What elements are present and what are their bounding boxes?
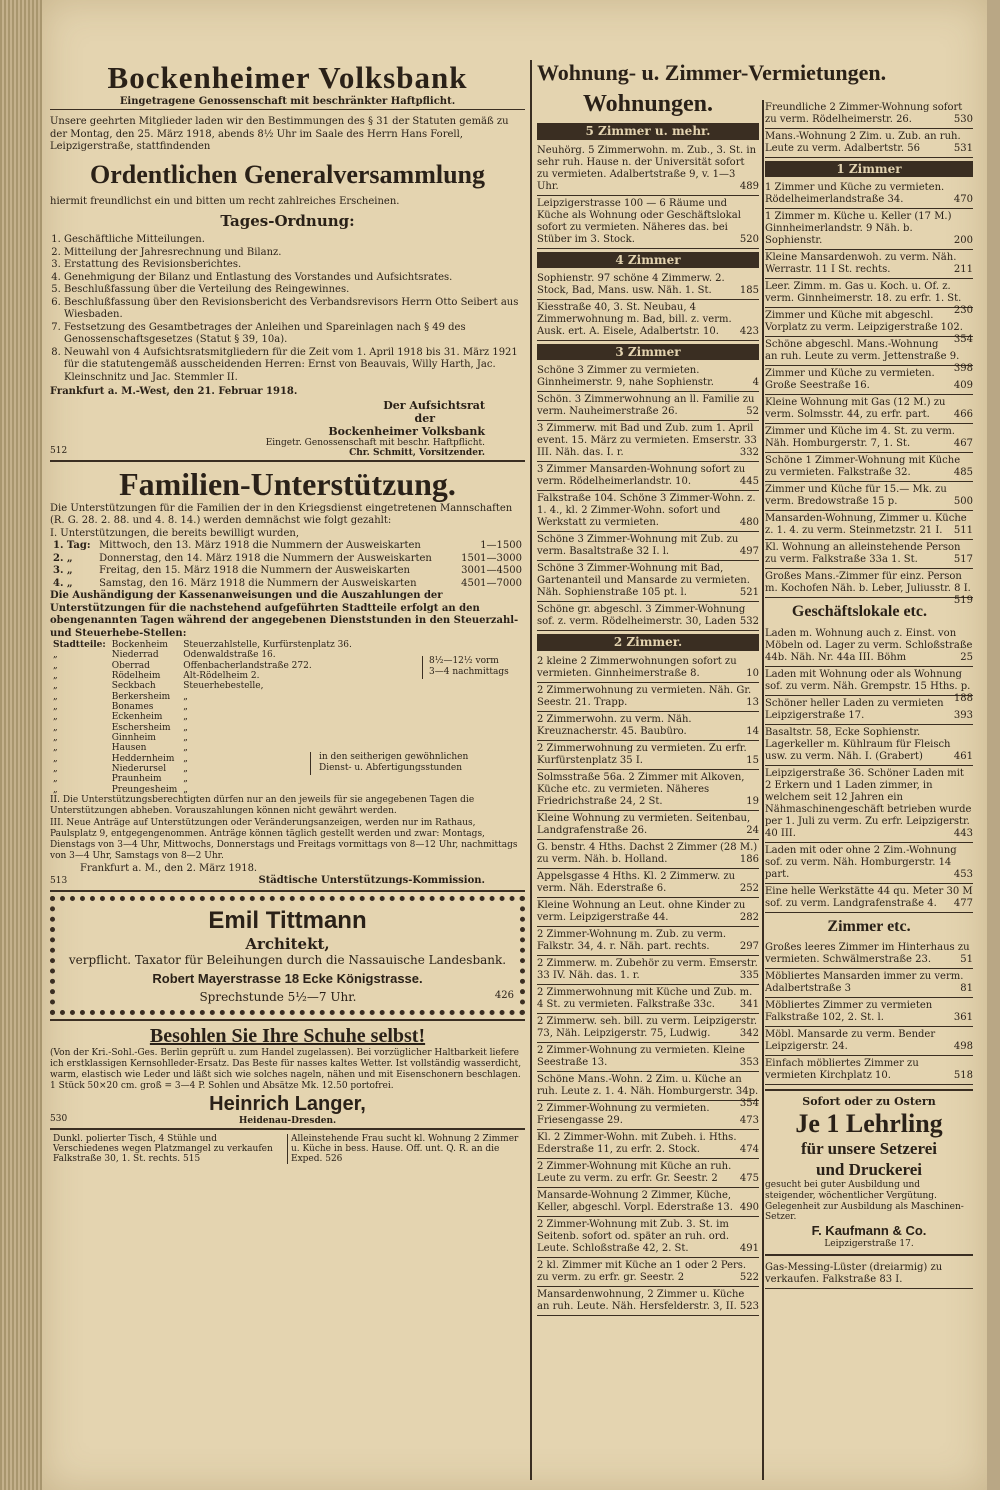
volksbank-signer2: Bockenheimer Volksbank: [328, 424, 485, 438]
stelle: „: [183, 733, 188, 744]
volksbank-title: Bockenheimer Volksbank: [107, 60, 468, 95]
list-item: Laden m. Wohnung auch z. Einst. von Möbeln od. Lager zu verm. Schloßstraße 44b. Näh. Nr. 44a III. Böhm 25: [765, 626, 973, 667]
list-item: Solmsstraße 56a. 2 Zimmer mit Alkoven, Küche etc. zu vermieten. Näheres Friedrichstraße 24, 2 St. 19: [537, 770, 759, 811]
wohnungen-title: Wohnungen.: [582, 91, 714, 118]
list-item: Schöne 1 Zimmer-Wohnung mit Küche zu vermieten. Falkstraße 32. 485: [765, 453, 973, 482]
stadtteil: Seckbach: [111, 681, 156, 692]
volksbank-signer-der: der: [414, 411, 435, 425]
agenda-list: [64, 234, 525, 384]
stadtteil: Ginnheim: [111, 733, 156, 744]
volksbank-signer1: Der Aufsichtsrat: [383, 398, 485, 412]
day-label: 2. „: [53, 552, 73, 564]
hours-usual: in den seitherigen gewöhnlichen Dienst- u. Abfertigungsstunden: [310, 752, 499, 775]
list-item: 2 Zimmerwohnung mit Küche und Zub. m. 4 St. zu vermieten. Falkstraße 33c. 341: [537, 985, 759, 1014]
left-column: [50, 60, 525, 1164]
volksbank-subtitle: Eingetragene Genossenschaft mit beschränkter Haftpflicht.: [119, 96, 456, 107]
list-item: Kl. 2 Zimmer-Wohn. mit Zubeh. i. Hths. Ederstraße 11, zu erfr. 2. Stock. 474: [537, 1130, 759, 1159]
lehrling-addr: Leipzigerstraße 17.: [824, 1238, 914, 1249]
day-label: 1. Tag:: [53, 540, 91, 551]
bottom-ad-number: 526: [325, 1153, 343, 1164]
lehrling-big3: und Druckerei: [816, 1159, 922, 1179]
stelle: „: [183, 712, 188, 723]
stadtteil: Praunheim: [111, 774, 162, 785]
agenda-title: Tages-Ordnung:: [220, 212, 355, 230]
tittmann-role: Architekt,: [245, 934, 330, 953]
list-item: Möbliertes Zimmer zu vermieten Falkstraße 102, 2. St. l. 361: [765, 998, 973, 1027]
agenda-item: 5. Beschlußfassung über die Verteilung des Reingewinnes.: [64, 284, 525, 297]
agenda-item: 1. Geschäftliche Mitteilungen.: [64, 234, 525, 247]
lehrling-firm: F. Kaufmann & Co.: [811, 1223, 927, 1239]
bottom-ad-text: Alleinstehende Frau sucht kl. Wohnung 2 Zimmer u. Küche in bess. Hause. Off. unt. Q. R. an die Exped.: [291, 1133, 519, 1164]
list-item: Großes Mans.-Zimmer für einz. Person m. Kochofen Näh. b. Leber, Juliusstr. 8 I. 519: [765, 571, 973, 607]
stelle: „: [183, 774, 188, 785]
list-item: Mansarden-Wohnung, Zimmer u. Küche z. 1. 4. zu verm. Steinmetzstr. 21 I. 511: [765, 511, 973, 540]
payment-day-row: [50, 578, 525, 591]
list-item: Schöne 3 Zimmer-Wohnung mit Bad, Gartenanteil und Mansarde zu vermieten. Näh. Sophienstraße 105 pt. l. 521: [537, 561, 759, 602]
lehrling-big1: Je 1 Lehrling: [795, 1108, 943, 1138]
list-item: Kl. Wohnung an alleinstehende Person zu verm. Falkstraße 33a 1. St. 517: [765, 540, 973, 569]
list-item: Gas-Messing-Lüster (dreiarmig) zu verkaufen. Falkstraße 83 I.: [765, 1260, 973, 1289]
tittmann-name: Emil Tittmann: [208, 906, 367, 934]
agenda-item: 7. Festsetzung des Gesamtbetrages der Anleihen und Spareinlagen nach § 49 des Genossenschaftsgesetzes (Statut § 39, 10a).: [64, 322, 525, 347]
stellen-block: [50, 640, 525, 795]
volksbank-invite: hiermit freundlichst ein und bitten um recht zahlreiches Erscheinen.: [50, 195, 400, 207]
lehrling-ad: [765, 1095, 973, 1250]
list-item: Falkstraße 104. Schöne 3 Zimmer-Wohn. z. 1. 4., kl. 2 Zimmer-Wohn. sofort und Werkstatt zu vermieten. 480: [537, 491, 759, 532]
stelle: „: [183, 784, 188, 795]
list-item: Kleine Mansardenwoh. zu verm. Näh. Werrastr. 11 I St. rechts. 211: [765, 250, 973, 279]
list-item: Appelsgasse 4 Hths. Kl. 2 Zimmerw. zu verm. Näh. Ederstraße 6. 252: [537, 869, 759, 898]
list-item: Zimmer und Küche für 15.— Mk. zu verm. Bredowstraße 15 p. 500: [765, 482, 973, 511]
list-item: 2 Zimmerwohn. zu verm. Näh. Kreuznacherstr. 45. Baubüro. 14: [537, 712, 759, 741]
familien-date: Frankfurt a. M., den 2. März 1918.: [80, 862, 258, 874]
familien-middle: Die Aushändigung der Kassenanweisungen und die Auszahlungen der Unterstützungen für die nachstehend aufgeführten Stadtteile erfolgt an den obengenannten Tagen während der angegebenen Dienststunden in den Steuerzahl- und Steuerhebe-Stellen:: [50, 590, 519, 639]
list-item: Schöne Mans.-Wohn. 2 Zim. u. Küche an ruh. Leute z. 1. 4. Näh. Homburgerstr. 34p. 354: [537, 1073, 759, 1109]
tittmann-number: 426: [494, 989, 514, 1001]
agenda-item: 2. Mitteilung der Jahresrechnung und Bilanz.: [64, 247, 525, 260]
day-text: Samstag, den 16. März 1918 die Nummern der Ausweiskarten: [99, 577, 417, 589]
list-item: Neuhörg. 5 Zimmerwohn. m. Zub., 3. St. in sehr ruh. Hause n. der Universität sofort zu vermieten. Adalbertstraße 9, v. 1—3 Uhr. 489: [537, 143, 759, 196]
list-item: Freundliche 2 Zimmer-Wohnung sofort zu verm. Rödelheimerstr. 26. 530: [765, 100, 973, 129]
tittmann-hours: Sprechstunde 5½—7 Uhr.: [199, 989, 357, 1004]
volksbank-intro: Unsere geehrten Mitglieder laden wir den Bestimmungen des § 31 der Statuten gemäß zu der Montag, den 25. März 1918, abends 8½ Uhr im Saale des Herrn Hans Forell, Leipzigerstraße, stattfindenden: [50, 116, 509, 152]
volksbank-number: 512: [50, 445, 68, 456]
list-item: Zimmer und Küche mit abgeschl. Vorplatz zu verm. Leipzigerstraße 102. 354: [765, 310, 973, 346]
day-text: Freitag, den 15. März 1918 die Nummern der Ausweiskarten: [99, 565, 410, 576]
stadtteil: Rödelheim: [111, 671, 161, 682]
agenda-item: 8. Neuwahl von 4 Aufsichtsratsmitgliedern für die Zeit vom 1. April 1918 bis 31. März 1921 für die statutengemäß ausscheidenden Herren: Ernst von Beauvais, Willy Harth, Jac. Kleinschnitz und Jac. Stemmler II.: [64, 347, 525, 385]
day-range: 3001—4500: [461, 565, 522, 576]
list-item: 2 kl. Zimmer mit Küche an 1 oder 2 Pers. zu verm. zu erfr. gr. Seestr. 2 522: [537, 1258, 759, 1287]
stadtteil: Oberrad: [111, 660, 150, 671]
list-item: 1 Zimmer m. Küche u. Keller (17 M.) Ginnheimerlandstr. 9 Näh. b. Sophienstr. 200: [765, 209, 973, 250]
list-item: 2 kleine 2 Zimmerwohnungen sofort zu vermieten. Ginnheimerstraße 8. 10: [537, 654, 759, 683]
stadtteil: Berkersheim: [111, 691, 171, 702]
list-item: Leipzigerstrasse 100 — 6 Räume und Küche als Wohnung oder Geschäftslokal sofort zu vermieten. Näheres das. bei Stüber im 3. Stock. 520: [537, 196, 759, 249]
day-range: 1501—3000: [461, 552, 522, 564]
familien-intro: Die Unterstützungen für die Familien der in den Kriegsdienst eingetretenen Mannschaften (R. G. 28. 2. 88. und 4. 8. 14.) werden demnächst wie folgt gezahlt:: [50, 502, 513, 526]
list-item: Möbliertes Mansarden immer zu verm. Adalbertstraße 3 81: [765, 969, 973, 998]
tittmann-ad: [50, 896, 525, 1015]
day-label: 4. „: [53, 577, 73, 589]
stelle: „: [183, 753, 188, 764]
volksbank-ad: [50, 60, 525, 456]
payment-day-row: [50, 540, 525, 553]
payment-day-row: [50, 565, 525, 578]
list-item: Zimmer und Küche zu vermieten. Große Seestraße 16. 409: [765, 366, 973, 395]
list-item: 2 Zimmerw. m. Zubehör zu verm. Emserstr. 33 IV. Näh. das. 1. r. 335: [537, 956, 759, 985]
list-item: Sophienstr. 97 schöne 4 Zimmerw. 2. Stock, Bad, Mans. usw. Näh. 1. St. 185: [537, 271, 759, 300]
agenda-item: 4. Genehmigung der Bilanz und Entlastung des Vorstandes und Aufsichtsrates.: [64, 272, 525, 285]
stadtteil: Bonames: [111, 702, 154, 713]
section-heading: 3 Zimmer: [537, 344, 759, 360]
list-item: Basaltstr. 58, Ecke Sophienstr. Lagerkeller m. Kühlraum für Fleisch usw. zu verm. Näh. I. (Grabert) 461: [765, 725, 973, 766]
langer-place: Heidenau-Dresden.: [238, 1115, 337, 1126]
list-item: Schöne 3 Zimmer zu vermieten. Ginnheimerstr. 9, nahe Sophienstr. 4: [537, 363, 759, 392]
familien-signer: Städtische Unterstützungs-Kommission.: [258, 875, 485, 887]
familien-part3: III. Neue Anträge auf Unterstützungen oder Veränderungsanzeigen, werden nur im Rathaus, Paulsplatz 9, entgegengenommen. Anträge können täglich gestellt werden und zwar: Montags, Dienstags von 3—4 Uhr, Mittwochs, Donnerstags und Freitags vormittags von 8—12 Uhr, nachmittags von 3—4 Uhr, Samstags von 8—2 Uhr.: [50, 817, 518, 862]
lehrling-text: gesucht bei guter Ausbildung und steigender, wöchentlicher Vergütung. Gelegenheit zur Ausbildung als Maschinen-Setzer.: [765, 1179, 964, 1223]
right-column: [765, 100, 973, 1289]
list-item: Laden mit oder ohne 2 Zim.-Wohnung sof. zu verm. Näh. Homburgerstr. 14 part. 453: [765, 843, 973, 884]
list-item: 2 Zimmer-Wohnung zu vermieten. Friesengasse 29. 473: [537, 1101, 759, 1130]
list-item: Mansardenwohnung, 2 Zimmer u. Küche an ruh. Leute. Näh. Hersfelderstr. 3, II. 523: [537, 1287, 759, 1316]
langer-ad: [50, 1025, 525, 1124]
bottom-ad-text: Dunkl. polierter Tisch, 4 Stühle und Verschiedenes wegen Platzmangel zu verkaufen Falkstraße 30, 1. St. rechts.: [53, 1133, 273, 1164]
stadtteil: Preungesheim: [111, 784, 178, 795]
lehrling-top: Sofort oder zu Ostern: [802, 1094, 936, 1108]
list-item: Mans.-Wohnung 2 Zim. u. Zub. an ruh. Leute zu verm. Adalbertstr. 56 531: [765, 129, 973, 158]
list-item: 2 Zimmerw. seh. bill. zu verm. Leipzigerstr. 73, Näh. Leipzigerstr. 75, Ludwig. 342: [537, 1014, 759, 1043]
stadtteil: Heddernheim: [111, 753, 175, 764]
column-rule: [762, 100, 764, 1480]
list-item: 2 Zimmer-Wohnung m. Zub. zu verm. Falkstr. 34, 4. r. Näh. part. rechts. 297: [537, 927, 759, 956]
stelle: „: [183, 743, 188, 754]
day-range: 1—1500: [480, 540, 522, 551]
hours-block: [422, 656, 509, 679]
payment-day-row: [50, 553, 525, 566]
stelle: „: [183, 764, 188, 775]
day-range: 4501—7000: [461, 577, 522, 589]
volksbank-date: Frankfurt a. M.-West, den 21. Februar 1918.: [50, 386, 298, 397]
day-label: 3. „: [53, 565, 73, 576]
list-item: Schön. 3 Zimmerwohnung an ll. Familie zu verm. Nauheimerstraße 26. 52: [537, 392, 759, 421]
list-item: Kleine Wohnung mit Gas (12 M.) zu verm. Solmsstr. 44, zu erfr. part. 466: [765, 395, 973, 424]
familien-title: Familien-Unterstützung.: [119, 465, 456, 502]
list-item: Kleine Wohnung an Leut. ohne Kinder zu verm. Leipzigerstraße 44. 282: [537, 898, 759, 927]
stadtteil: Eckenheim: [111, 712, 163, 723]
stadtteile-label: Stadtteile:: [53, 640, 106, 650]
stelle: „: [183, 722, 188, 733]
volksbank-signer3: Eingetr. Genossenschaft mit beschr. Haftpflicht.: [265, 437, 485, 448]
list-item: 3 Zimmer Mansarden-Wohnung sofort zu verm. Rödelheimerlandstr. 10. 445: [537, 462, 759, 491]
familien-number: 513: [50, 875, 68, 886]
stelle: Steuerhebestelle,: [183, 681, 264, 692]
list-item: Schöne abgeschl. Mans.-Wohnung an ruh. Leute zu verm. Jettenstraße 9. 398: [765, 339, 973, 375]
section-heading: 1 Zimmer: [765, 161, 973, 177]
volksbank-heading: Ordentlichen Generalversammlung: [89, 159, 485, 189]
list-item: Kiesstraße 40, 3. St. Neubau, 4 Zimmerwohnung m. Bad, bill. z. verm. Ausk. ert. A. Eisele, Adalbertstr. 10. 423: [537, 300, 759, 341]
tittmann-hours-row: [61, 990, 514, 1004]
list-item: 3 Zimmerw. mit Bad und Zub. zum 1. April event. 15. März zu vermieten. Emserstr. 33 III. Näh. das. I. r. 332: [537, 421, 759, 462]
list-item: Schöner heller Laden zu vermieten Leipzigerstraße 17. 393: [765, 696, 973, 725]
list-item: Schöne gr. abgeschl. 3 Zimmer-Wohnung sof. z. verm. Rödelheimerstr. 30, Laden 532: [537, 602, 759, 631]
volksbank-signer4: Chr. Schmitt, Vorsitzender.: [349, 447, 485, 458]
langer-title: Besohlen Sie Ihre Schuhe selbst!: [149, 1024, 426, 1047]
stadtteil: Niederrad: [111, 650, 159, 661]
list-item: 2 Zimmerwohnung zu vermieten. Näh. Gr. Seestr. 21. Trapp. 13: [537, 683, 759, 712]
hours-morning: 8½—12½ vorm: [429, 656, 499, 666]
list-item: 1 Zimmer und Küche zu vermieten. Rödelheimerlandstraße 34. 470: [765, 180, 973, 209]
agenda-item: 6. Beschlußfassung über den Revisionsbericht des Verbandsrevisors Herrn Otto Seibert aus Wiesbaden.: [64, 297, 525, 322]
bottom-ad: [288, 1134, 526, 1164]
column-rule: [530, 60, 532, 1480]
list-item: Eine helle Werkstätte 44 qu. Meter 30 M sof. zu verm. Landgrafenstraße 4. 477: [765, 884, 973, 913]
stadtteil: Niederursel: [111, 764, 167, 775]
list-item: 2 Zimmerwohnung zu vermieten. Zu erfr. Kurfürstenplatz 35 I. 15: [537, 741, 759, 770]
lehrling-big2: für unsere Setzerei: [801, 1139, 937, 1159]
stelle: Odenwaldstraße 16.: [183, 650, 276, 661]
list-item: Großes leeres Zimmer im Hinterhaus zu vermieten. Schwälmerstraße 23. 51: [765, 940, 973, 969]
list-item: Leipzigerstraße 36. Schöner Laden mit 2 Erkern und 1 Laden zimmer, in welchem seit 12 Jahren ein Nähmaschinengeschäft betrieben wurde per 1. Juli zu verm. Zu erfr. Leipzigerstr. 40 III. 443: [765, 766, 973, 843]
agenda-item: 3. Erstattung des Revisionsberichtes.: [64, 259, 525, 272]
list-item: Laden mit Wohnung oder als Wohnung sof. zu verm. Näh. Grempstr. 15 Hths. p. 188: [765, 668, 973, 704]
list-item: Schöne 3 Zimmer-Wohnung mit Zub. zu verm. Basaltstraße 32 I. l. 497: [537, 532, 759, 561]
stelle: Steuerzahlstelle, Kurfürstenplatz 36.: [183, 640, 352, 650]
payment-days-table: [50, 540, 525, 590]
list-item: Möbl. Mansarde zu verm. Bender Leipzigerstr. 24. 498: [765, 1027, 973, 1056]
list-item: Zimmer und Küche im 4. St. zu verm. Näh. Homburgerstr. 7, 1. St. 467: [765, 424, 973, 453]
list-item: Leer. Zimm. m. Gas u. Koch. u. Of. z. verm. Ginnheimerstr. 18. zu erfr. 1. St. 230: [765, 281, 973, 317]
day-text: Donnerstag, den 14. März 1918 die Nummern der Ausweiskarten: [99, 552, 432, 564]
langer-name: Heinrich Langer,: [209, 1092, 366, 1115]
section-title: Zimmer etc.: [827, 917, 911, 935]
familien-part1: I. Unterstützungen, die bereits bewilligt wurden,: [50, 527, 299, 539]
list-item: G. benstr. 4 Hths. Dachst 2 Zimmer (28 M.) zu verm. Näh. b. Holland. 186: [537, 840, 759, 869]
day-text: Mittwoch, den 13. März 1918 die Nummern der Ausweiskarten: [99, 540, 421, 551]
list-item: Einfach möbliertes Zimmer zu vermieten Kirchplatz 10. 518: [765, 1056, 973, 1085]
stadtteil: Eschersheim: [111, 722, 171, 733]
tittmann-desc: verpflicht. Taxator für Beleihungen durch die Nassauische Landesbank.: [68, 952, 507, 967]
list-item: 2 Zimmer-Wohnung mit Zub. 3. St. im Seitenb. sofort od. später an ruh. ord. Leute. Schloßstraße 42, 2. St. 491: [537, 1217, 759, 1258]
familien-ad: [50, 466, 525, 886]
page-binding-edge: [0, 0, 42, 1490]
vermietungen-title: Wohnung- u. Zimmer-Vermietungen.: [537, 60, 887, 85]
langer-number: 530: [50, 1113, 68, 1124]
list-item: Mansarde-Wohnung 2 Zimmer, Küche, Keller, abgeschl. Vorpl. Ederstraße 13. 490: [537, 1188, 759, 1217]
stelle: „: [183, 702, 188, 713]
tittmann-address: Robert Mayerstrasse 18 Ecke Königstrasse.: [152, 970, 423, 986]
list-item: 2 Zimmer-Wohnung mit Küche an ruh. Leute zu verm. zu erfr. Gr. Seestr. 2 475: [537, 1159, 759, 1188]
section-title: Geschäftslokale etc.: [791, 603, 927, 621]
familien-part2: II. Die Unterstützungsberechtigten dürfen nur an den jeweils für sie angegebenen Tagen die Unterstützungen abheben. Vorauszahlungen können nicht gewährt werden.: [50, 795, 475, 817]
section-heading: 2 Zimmer.: [537, 634, 759, 650]
bottom-ad-number: 515: [183, 1153, 201, 1164]
stelle: „: [183, 691, 188, 702]
stelle: Alt-Rödelheim 2.: [183, 671, 260, 682]
bottom-ads-table: [50, 1134, 525, 1164]
stadtteil: Bockenheim: [111, 640, 168, 650]
stadtteil: Hausen: [111, 743, 147, 754]
list-item: Kleine Wohnung zu vermieten. Seitenbau, Landgrafenstraße 26. 24: [537, 811, 759, 840]
bottom-ad: [50, 1134, 288, 1164]
section-heading: 4 Zimmer: [537, 252, 759, 268]
section-heading: 5 Zimmer u. mehr.: [537, 123, 759, 139]
list-item: 2 Zimmer-Wohnung zu vermieten. Kleine Seestraße 13. 353: [537, 1043, 759, 1072]
stelle: Offenbacherlandstraße 272.: [183, 660, 312, 671]
langer-text: (Von der Kri.-Sohl.-Ges. Berlin geprüft u. zum Handel zugelassen). Bei vorzüglicher Haltbarkeit liefere ich erstklassigen Kernsohlleder-Ersatz. Das Beste für nasses kaltes Wetter. Ist vollständig wasserdicht, warm, elastisch wie Leder und läßt sich wie solches nageln, nähen und mit Eisenschonern beschlagen. 1 Stück 50×20 cm. groß = 3—4 P. Sohlen und Absätze Mk. 12.50 portofrei.: [50, 1047, 522, 1092]
stellen-table: Stadtteile: Bockenheim Steuerzahlstelle, Kurfürstenplatz 36. „ Niederrad Odenwaldstraße 16. „ Oberrad Offenbacherlandstraße 272. „ Rödelheim Alt-Rödelheim 2. „ Seckbach Steuerhebestelle, „ Berkersheim „ „ Bonames „ „ Eckenheim „ „ Eschersheim „ „ Ginnheim „ „ Hausen „ „ Heddernheim „ „ Niederursel „ „ Praunheim „ „ Preungesheim „: [50, 640, 355, 795]
hours-afternoon: 3—4 nachmittags: [429, 667, 509, 678]
